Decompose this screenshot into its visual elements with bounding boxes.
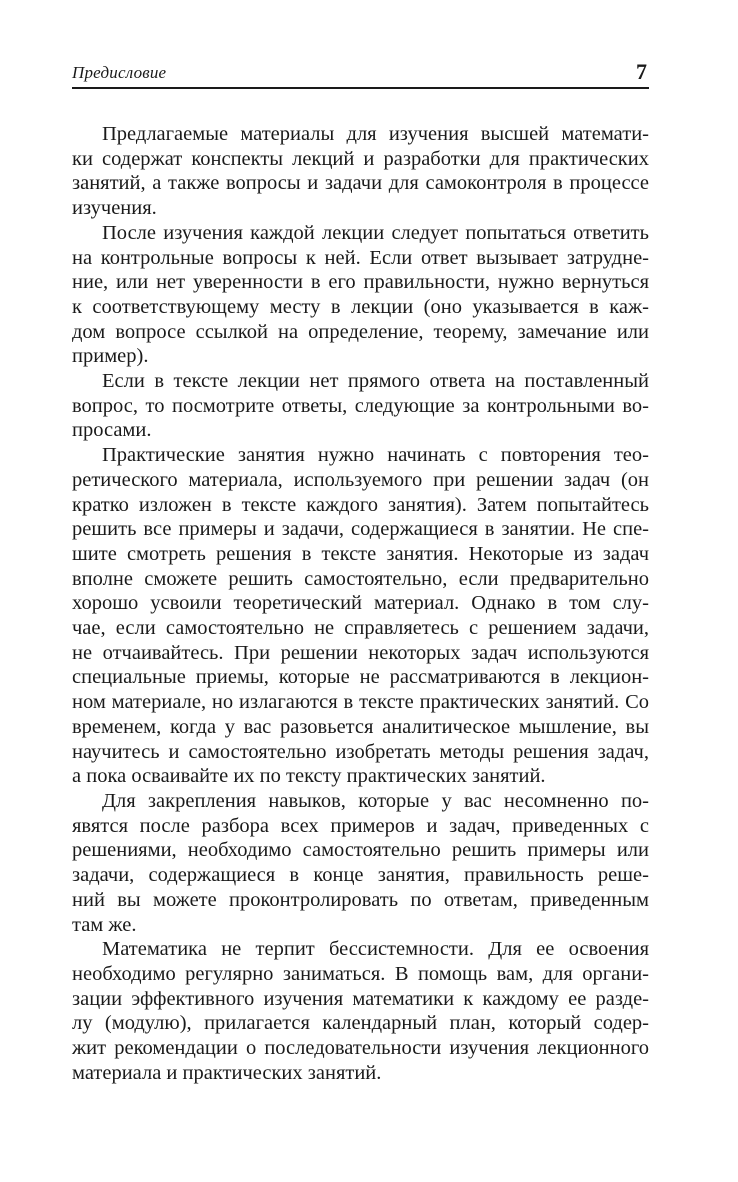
text-line: занятий, а также вопросы и задачи для самоконтроля в процессе xyxy=(72,172,649,195)
text-line: временем, когда у вас разовьется аналитическое мышление, вы xyxy=(72,715,649,738)
text-line: Практические занятия нужно начинать с повторения тео- xyxy=(102,444,649,467)
running-title: Предисловие xyxy=(72,63,167,82)
text-line: пример). xyxy=(72,345,149,368)
text-line: дом вопросе ссылкой на определение, теорему, замечание или xyxy=(72,320,649,343)
text-line: ки содержат конспекты лекций и разработки для практических xyxy=(72,147,649,170)
text-line: решить все примеры и задачи, содержащиеся в занятии. Не спе- xyxy=(72,518,649,541)
text-line: задачи, содержащиеся в конце занятия, правильность реше- xyxy=(72,864,649,887)
text-line: решениями, необходимо самостоятельно решить примеры или xyxy=(72,839,649,862)
text-line: не отчаивайтесь. При решении некоторых задач используются xyxy=(72,641,649,664)
paragraph xyxy=(72,122,649,221)
text-line: научитесь и самостоятельно изобретать методы решения задач, xyxy=(72,740,649,763)
text-line: материала и практических занятий. xyxy=(72,1061,382,1084)
text-line: на контрольные вопросы к ней. Если ответ вызывает затрудне- xyxy=(72,246,649,269)
paragraph xyxy=(72,221,649,369)
text-line: к соответствующему месту в лекции (оно указывается в каж- xyxy=(72,295,649,318)
page-header xyxy=(72,60,649,89)
text-line: изучения. xyxy=(72,197,157,220)
page-number: 7 xyxy=(636,59,647,84)
text-line: Математика не терпит бессистемности. Для ее освоения xyxy=(102,938,649,961)
text-line: Предлагаемые материалы для изучения высшей математи- xyxy=(102,123,649,145)
paragraph xyxy=(72,443,649,789)
text-line: Для закрепления навыков, которые у вас несомненно по- xyxy=(102,789,649,812)
text-line: просами. xyxy=(72,419,152,442)
text-line: там же. xyxy=(72,913,137,936)
text-line: зации эффективного изучения математики к каждому ее разде- xyxy=(72,987,649,1010)
paragraph xyxy=(72,789,649,937)
text-line: ретического материала, используемого при решении задач (он xyxy=(72,468,649,491)
text-line: После изучения каждой лекции следует попытаться ответить xyxy=(102,221,649,244)
text-line: ние, или нет уверенности в его правильности, нужно вернуться xyxy=(72,271,649,294)
body-text xyxy=(72,122,649,1085)
paragraph xyxy=(72,937,649,1085)
text-line: а пока осваивайте их по тексту практических занятий. xyxy=(72,765,546,788)
text-line: кратко изложен в тексте каждого занятия). Затем попытайтесь xyxy=(72,493,649,516)
text-line: явятся после разбора всех примеров и задач, приведенных с xyxy=(72,814,649,837)
text-line: шите смотреть решения в тексте занятия. Некоторые из задач xyxy=(72,542,649,565)
text-line: жит рекомендации о последовательности изучения лекционного xyxy=(72,1037,649,1060)
text-line: хорошо усвоили теоретический материал. Однако в том слу- xyxy=(72,592,649,615)
text-line: ний вы можете проконтролировать по ответам, приведенным xyxy=(72,888,649,911)
text-line: необходимо регулярно заниматься. В помощь вам, для органи- xyxy=(72,962,649,985)
text-line: ном материале, но излагаются в тексте практических занятий. Со xyxy=(72,691,649,714)
text-line: вполне сможете решить самостоятельно, если предварительно xyxy=(72,567,649,590)
paragraph xyxy=(72,369,649,443)
text-line: специальные приемы, которые не рассматриваются в лекцион- xyxy=(72,666,649,689)
text-line: Если в тексте лекции нет прямого ответа на поставленный xyxy=(102,370,649,393)
text-line: лу (модулю), прилагается календарный план, который содер- xyxy=(72,1012,649,1035)
text-line: вопрос, то посмотрите ответы, следующие за контрольными во- xyxy=(72,394,649,417)
text-line: чае, если самостоятельно не справляетесь с решением задачи, xyxy=(72,617,649,640)
